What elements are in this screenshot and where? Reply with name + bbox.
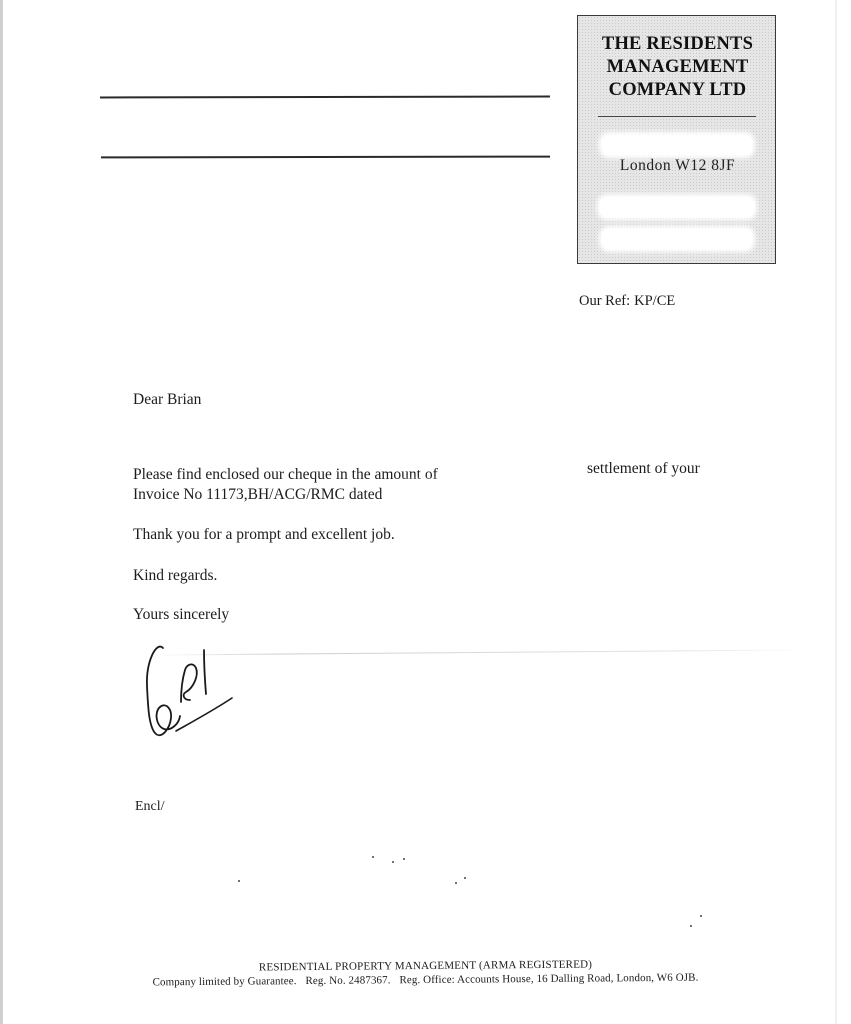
fold-crease [150,649,810,655]
company-name: THE RESIDENTS MANAGEMENT COMPANY LTD [601,34,754,100]
enclosure-note: Encl/ [135,799,165,814]
page-edge-right [835,0,837,1024]
scan-speck [690,925,692,927]
company-postcode: London W12 8JF [619,157,736,174]
paragraph-line-2: Invoice No 11173,BH/ACG/RMC dated [133,486,383,503]
redacted-amount [470,460,582,484]
scan-speck [392,861,394,863]
footer-reg-no: Reg. No. 2487367. [305,974,391,988]
scan-speck [372,856,374,858]
scan-speck [700,915,702,917]
footer-reg-office: Reg. Office: Accounts House, 16 Dalling Road, London, W6 OJB. [399,971,699,987]
recipient-address-line-2 [101,156,550,159]
redacted-address-line [602,135,752,155]
reference-label: Our Ref: [579,293,631,309]
paragraph-line-1-end: settlement of your [587,460,700,477]
letterhead-divider [598,116,756,117]
closing-line: Yours sincerely [133,606,230,623]
redacted-phone-line [600,197,754,217]
salutation: Dear Brian [133,391,202,408]
regards-line: Kind regards. [133,567,218,584]
reference-value: KP/CE [634,293,676,309]
footer-title: RESIDENTIAL PROPERTY MANAGEMENT (ARMA REGISTERED) [258,958,593,974]
letterhead-box [577,15,776,264]
handwritten-signature [138,636,238,740]
scan-speck [464,877,466,879]
footer-company-status: Company limited by Guarantee. [152,975,297,989]
scan-speck [403,858,405,860]
scan-speck [238,880,240,882]
recipient-address-line-1 [100,96,550,99]
redacted-date [404,483,444,503]
thanks-line: Thank you for a prompt and excellent job. [133,526,395,543]
our-reference [579,293,675,310]
page-edge-left [0,0,3,1024]
paragraph-line-1: Please find enclosed our cheque in the amount of [133,466,438,483]
redacted-fax-line [602,229,752,249]
scan-speck [455,882,457,884]
